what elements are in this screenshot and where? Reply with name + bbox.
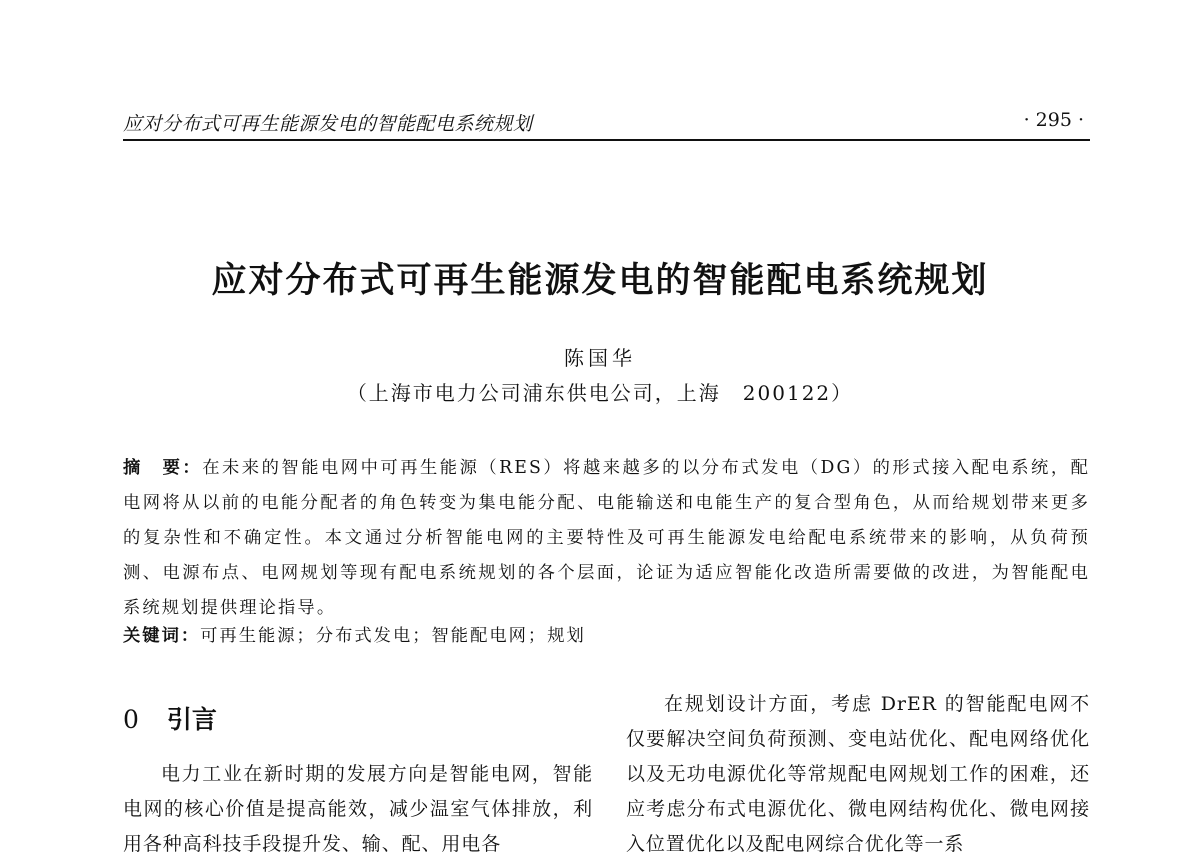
page-number: · 295 · xyxy=(1023,109,1084,131)
section-number: 0 xyxy=(123,705,139,734)
keywords-label: 关键词： xyxy=(123,626,201,646)
paper-title: 应对分布式可再生能源发电的智能配电系统规划 xyxy=(211,261,989,301)
abstract-text: 在未来的智能电网中可再生能源（RES）将越来越多的以分布式发电（DG）的形式接入配电系统，配电网将从以前的电能分配者的角色转变为集电能分配、电能输送和电能生产的复合型角色，从而给规划带来更多的复杂性和不确定性。本文通过分析智能电网的主要特性及可再生能源发电给配电系统带来的影响，从负荷预测、电源布点、电网规划等现有配电系统规划的各个层面，论证为适应智能化改造所需要做的改进，为智能配电系统规划提供理论指导。 xyxy=(123,458,1090,618)
body-left-column: 电力工业在新时期的发展方向是智能电网，智能电网的核心价值是提高能效，减少温室气体排放，利用各种高科技手段提升发、输、配、用电各 xyxy=(123,763,593,855)
keywords-text: 可再生能源；分布式发电；智能配电网；规划 xyxy=(200,626,586,646)
abstract xyxy=(123,451,1090,626)
keywords xyxy=(123,619,1090,654)
running-header xyxy=(123,107,1090,141)
abstract-label: 摘 要： xyxy=(123,458,203,478)
section-heading xyxy=(123,700,217,736)
author: 陈国华 xyxy=(564,346,636,370)
section-title: 引言 xyxy=(166,705,217,734)
body-right-column: 在规划设计方面，考虑 DrER 的智能配电网不仅要解决空间负荷预测、变电站优化、配电网络优化以及无功电源优化等常规配电网规划工作的困难，还应考虑分布式电源优化、微电网结构优化、微电网接入位置优化以及配电网综合优化等一系 xyxy=(626,693,1090,855)
affiliation: （上海市电力公司浦东供电公司，上海 200122） xyxy=(346,381,854,405)
running-title: 应对分布式可再生能源发电的智能配电系统规划 xyxy=(123,113,533,135)
